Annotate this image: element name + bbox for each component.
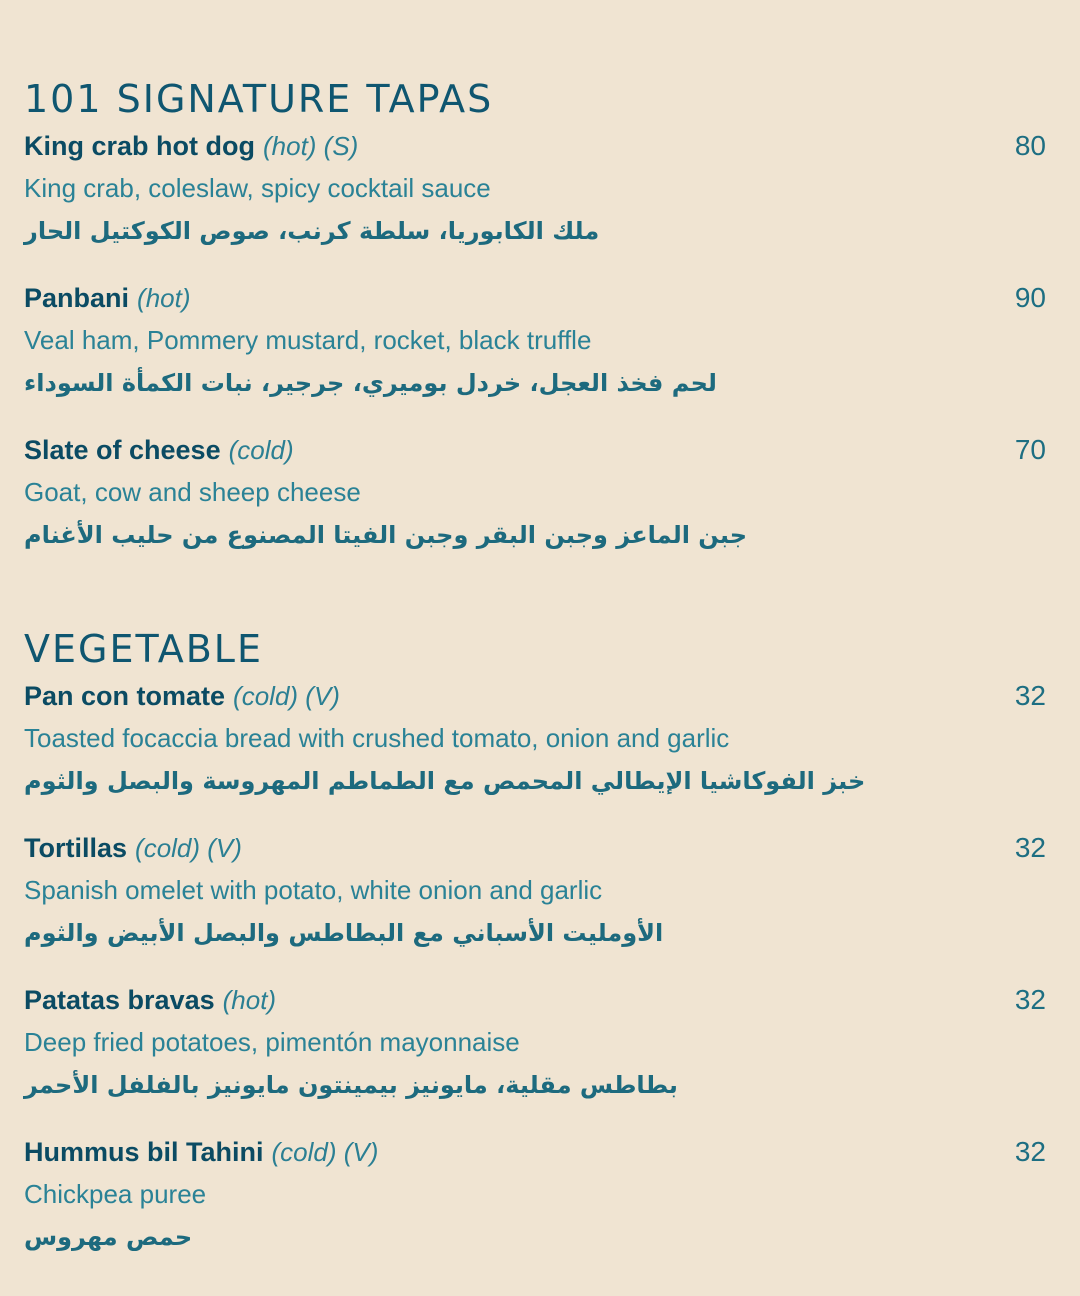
item-name: Panbani bbox=[24, 283, 130, 313]
menu-item bbox=[24, 124, 1046, 276]
item-description: Toasted focaccia bread with crushed tomato, onion and garlic bbox=[24, 723, 730, 753]
item-name: Slate of cheese bbox=[24, 435, 221, 465]
item-description: Veal ham, Pommery mustard, rocket, black truffle bbox=[24, 325, 592, 355]
menu-item bbox=[24, 428, 1046, 580]
item-tags: (cold) (V) bbox=[135, 833, 242, 863]
section-title-vegetable: VEGETABLE bbox=[24, 627, 263, 671]
item-name: Pan con tomate bbox=[24, 681, 226, 711]
menu-item bbox=[24, 826, 1046, 978]
item-tags: (hot) bbox=[137, 283, 191, 313]
item-arabic-description: جبن الماعز وجبن البقر وجبن الفيتا المصنوع من حليب الأغنام bbox=[24, 521, 747, 549]
item-name: Tortillas bbox=[24, 833, 128, 863]
item-arabic-description: الأومليت الأسباني مع البطاطس والبصل الأبيض والثوم bbox=[24, 919, 664, 947]
item-price: 32 bbox=[1014, 680, 1046, 711]
item-description: Spanish omelet with potato, white onion and garlic bbox=[24, 875, 603, 905]
item-arabic-description: لحم فخذ العجل، خردل بوميري، جرجير، نبات الكمأة السوداء bbox=[24, 369, 717, 397]
item-tags: (cold) bbox=[228, 435, 294, 465]
item-price: 32 bbox=[1014, 832, 1046, 863]
item-tags: (cold) (V) bbox=[271, 1137, 379, 1167]
item-price: 32 bbox=[1014, 984, 1046, 1015]
item-arabic-description: ملك الكابوريا، سلطة كرنب، صوص الكوكتيل الحار bbox=[24, 217, 600, 245]
item-tags: (hot) bbox=[222, 985, 277, 1015]
item-name: Hummus bil Tahini bbox=[24, 1137, 264, 1167]
item-name: King crab hot dog bbox=[24, 131, 255, 161]
item-price: 90 bbox=[1014, 282, 1046, 313]
item-name: Patatas bravas bbox=[24, 985, 215, 1015]
section-title-signature-tapas: 101 SIGNATURE TAPAS bbox=[24, 77, 494, 121]
menu-item bbox=[24, 978, 1046, 1130]
item-price: 70 bbox=[1014, 434, 1046, 465]
menu-item bbox=[24, 674, 1046, 826]
item-arabic-description: حمص مهروس bbox=[24, 1223, 193, 1251]
item-description: Chickpea puree bbox=[24, 1179, 207, 1209]
item-tags: (hot) (S) bbox=[262, 131, 359, 161]
item-arabic-description: بطاطس مقلية، مايونيز بيمينتون مايونيز بالفلفل الأحمر bbox=[24, 1071, 678, 1099]
item-description: Deep fried potatoes, pimentón mayonnaise bbox=[24, 1027, 520, 1057]
menu-item bbox=[24, 1130, 1046, 1282]
menu-item bbox=[24, 276, 1046, 428]
item-price: 80 bbox=[1014, 130, 1046, 161]
item-tags: (cold) (V) bbox=[233, 681, 340, 711]
item-arabic-description: خبز الفوكاشيا الإيطالي المحمص مع الطماطم المهروسة والبصل والثوم bbox=[24, 767, 866, 795]
item-description: Goat, cow and sheep cheese bbox=[24, 477, 361, 507]
item-description: King crab, coleslaw, spicy cocktail sauce bbox=[24, 173, 491, 203]
item-price: 32 bbox=[1014, 1136, 1046, 1167]
